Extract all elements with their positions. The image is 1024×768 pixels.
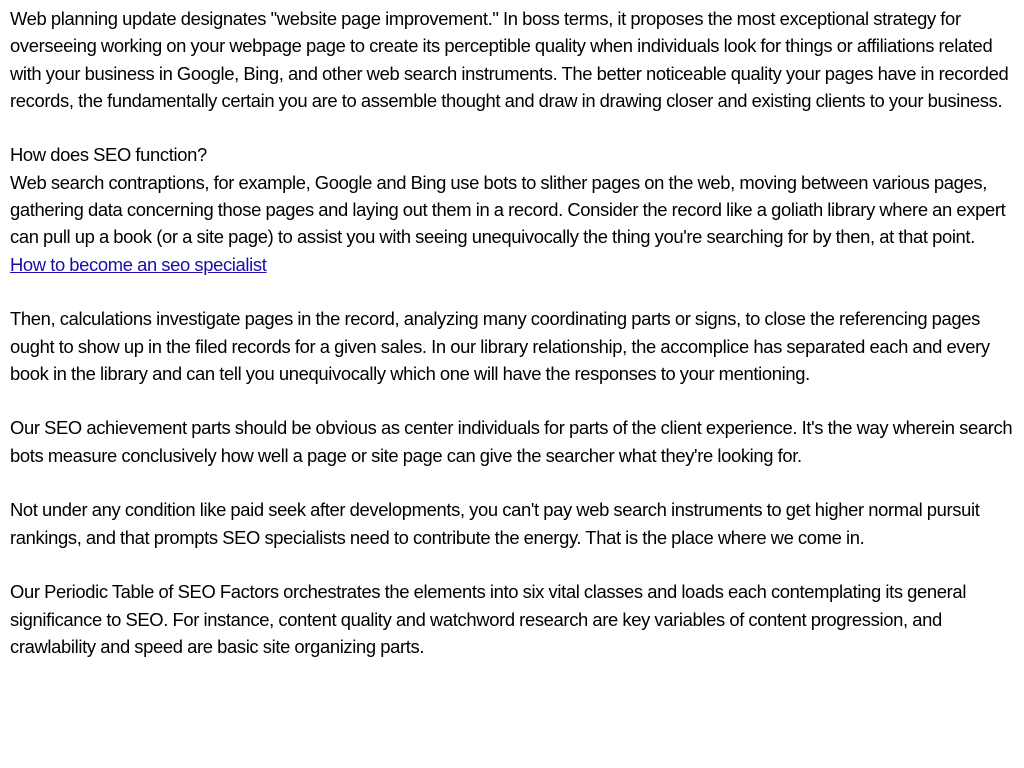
section-question-heading: How does SEO function? (10, 144, 207, 166)
organic-rankings-paragraph (10, 496, 1014, 551)
intro-paragraph-text: Web planning update designates "website page improvement." In boss terms, it proposes the most exceptional strategy for overseeing working on your webpage page to create its perceptible quality when individuals look for things or affiliations related with your business in Google, Bing, and other web search instruments. The better noticeable quality your pages have in recorded records, the fundamentally certain you are to assemble thought and draw in drawing closer and existing clients to your business. (10, 8, 1009, 111)
how-seo-works-paragraph-text: Web search contraptions, for example, Google and Bing use bots to slither pages on the web, moving between various pages, gathering data concerning those pages and laying out them in a record. Consider the record like a goliath library where an expert can pull up a book (or a site page) to assist you with seeing unequivocally the thing you're searching for by then, at that point. (10, 171, 1006, 248)
algorithms-paragraph (10, 305, 1014, 387)
success-factors-paragraph (10, 414, 1014, 469)
algorithms-paragraph-text: Then, calculations investigate pages in the record, analyzing many coordinating parts or signs, to close the referencing pages ought to show up in the filed records for a given sales. In our library relationship, the accomplice has separated each and every book in the library and can tell you unequivocally which one will have the responses to your mentioning. (10, 308, 990, 384)
periodic-table-paragraph (10, 578, 1014, 660)
how-seo-works-section (10, 141, 1014, 277)
seo-specialist-link[interactable]: How to become an seo specialist (10, 253, 267, 275)
intro-paragraph (10, 5, 1014, 114)
periodic-table-paragraph-text: Our Periodic Table of SEO Factors orchestrates the elements into six vital classes and loads each contemplating its general significance to SEO. For instance, content quality and watchword research are key variables of content progression, and crawlability and speed are basic site organizing parts. (10, 581, 967, 657)
success-factors-paragraph-text: Our SEO achievement parts should be obvious as center individuals for parts of the client experience. It's the way wherein search bots measure conclusively how well a page or site page can give the searcher what they're looking for. (10, 417, 1013, 466)
organic-rankings-paragraph-text: Not under any condition like paid seek after developments, you can't pay web search instruments to get higher normal pursuit rankings, and that prompts SEO specialists need to contribute the energy. That is the place where we come in. (10, 499, 980, 548)
